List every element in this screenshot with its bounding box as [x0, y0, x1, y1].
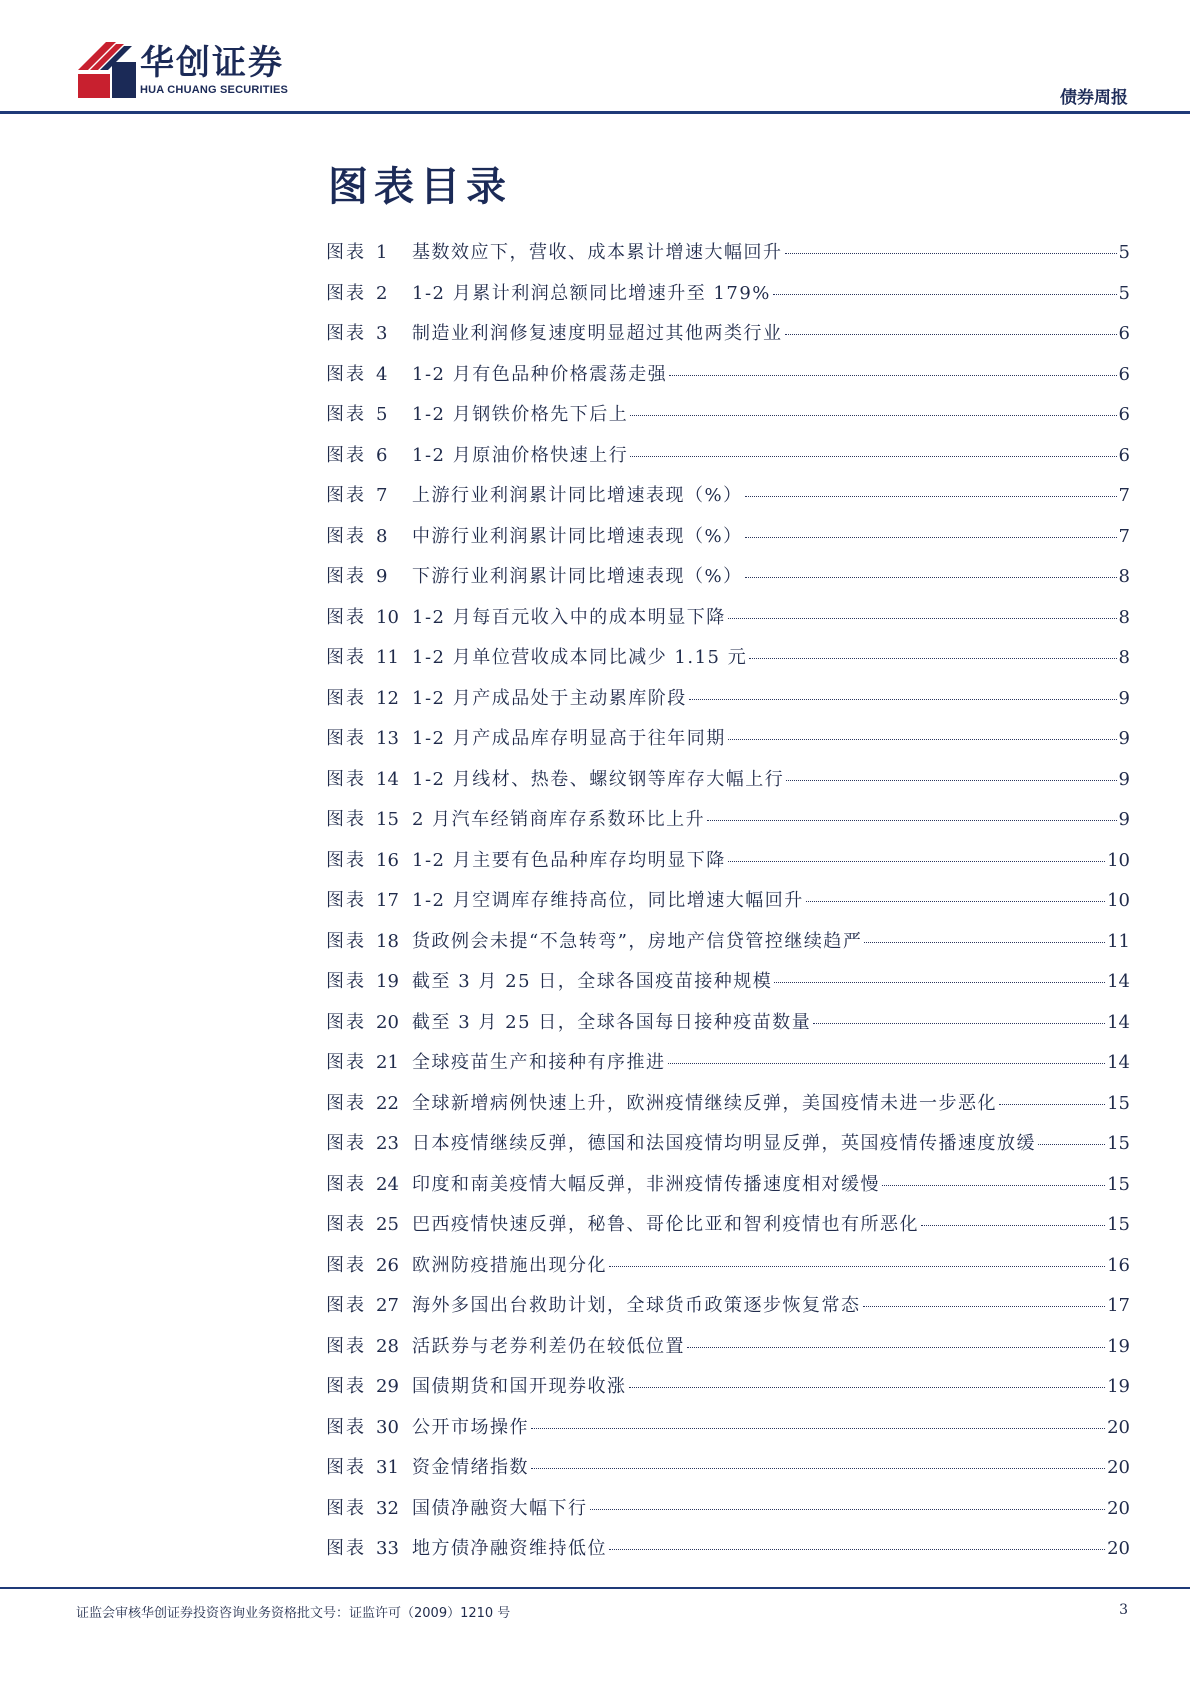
header-divider — [0, 111, 1190, 114]
toc-leader-dots — [813, 1023, 1105, 1024]
toc-entry[interactable] — [326, 805, 1130, 846]
brand-name-en: HUA CHUANG SECURITIES — [140, 84, 289, 96]
toc-entry-page: 14 — [1107, 971, 1130, 992]
toc-entry[interactable] — [326, 643, 1130, 684]
toc-entry[interactable] — [326, 1251, 1130, 1292]
toc-entry[interactable] — [326, 724, 1130, 765]
toc-entry-page: 11 — [1107, 930, 1130, 952]
toc-leader-dots — [749, 658, 1116, 659]
toc-entry-page: 16 — [1107, 1254, 1130, 1276]
toc-entry-label: 图表 — [326, 606, 366, 628]
toc-entry-label: 图表 — [326, 1092, 366, 1114]
toc-entry-title: 全球疫苗生产和接种有序推进 — [412, 1052, 666, 1073]
toc-entry-title: 全球新增病例快速上升，欧洲疫情继续反弹，美国疫情未进一步恶化 — [412, 1092, 997, 1114]
toc-entry-label: 图表 — [326, 282, 366, 304]
toc-entry-label: 图表 — [326, 890, 366, 911]
toc-leader-dots — [669, 375, 1116, 376]
toc-entry-label: 图表 — [326, 485, 366, 506]
toc-entry-number: 28 — [376, 1335, 399, 1357]
toc-entry-number: 16 — [376, 849, 399, 871]
toc-entry-page: 14 — [1107, 1052, 1130, 1073]
toc-leader-dots — [999, 1104, 1105, 1105]
toc-entry-title: 1-2 月有色品种价格震荡走强 — [412, 363, 668, 385]
toc-entry[interactable] — [326, 967, 1130, 1008]
toc-entry-label: 图表 — [326, 242, 366, 263]
toc-entry[interactable] — [326, 886, 1130, 927]
toc-entry-number: 4 — [376, 363, 388, 385]
toc-entry-number: 7 — [376, 485, 388, 506]
toc-entry-label: 图表 — [326, 404, 366, 425]
toc-entry-title: 下游行业利润累计同比增速表现（%） — [412, 566, 743, 587]
toc-entry-label: 图表 — [326, 1133, 366, 1154]
toc-entry-title: 中游行业利润累计同比增速表现（%） — [412, 525, 743, 547]
toc-entry-page: 20 — [1107, 1538, 1130, 1559]
toc-entry[interactable] — [326, 400, 1130, 441]
toc-entry-title: 巴西疫情快速反弹，秘鲁、哥伦比亚和智利疫情也有所恶化 — [412, 1214, 919, 1235]
toc-leader-dots — [689, 699, 1117, 700]
toc-entry-page: 10 — [1107, 890, 1130, 911]
toc-entry-title: 1-2 月主要有色品种库存均明显下降 — [412, 849, 726, 871]
toc-entry-number: 24 — [376, 1173, 399, 1195]
toc-entry-number: 14 — [376, 768, 399, 790]
toc-entry-label: 图表 — [326, 1376, 366, 1397]
toc-entry-title: 1-2 月钢铁价格先下后上 — [412, 404, 629, 425]
toc-entry-title: 公开市场操作 — [412, 1416, 529, 1438]
toc-leader-dots — [773, 294, 1117, 295]
toc-entry-label: 图表 — [326, 1335, 366, 1357]
toc-leader-dots — [629, 1387, 1106, 1388]
toc-leader-dots — [921, 1225, 1105, 1226]
toc-entry-page: 17 — [1107, 1295, 1130, 1316]
toc-entry-title: 1-2 月线材、热卷、螺纹钢等库存大幅上行 — [412, 768, 785, 790]
toc-entry[interactable] — [326, 765, 1130, 806]
toc-entry-number: 18 — [376, 930, 399, 952]
toc-entry[interactable] — [326, 1008, 1130, 1049]
toc-entry[interactable] — [326, 360, 1130, 401]
toc-entry-page: 20 — [1107, 1497, 1130, 1519]
toc-entry-label: 图表 — [326, 1173, 366, 1195]
toc-entry-number: 21 — [376, 1052, 399, 1073]
toc-entry[interactable] — [326, 1372, 1130, 1413]
toc-entry-page: 8 — [1118, 606, 1130, 628]
toc-leader-dots — [863, 1306, 1106, 1307]
toc-entry-number: 25 — [376, 1214, 399, 1235]
toc-entry-page: 14 — [1107, 1011, 1130, 1033]
toc-entry-page: 6 — [1118, 363, 1130, 385]
toc-entry-label: 图表 — [326, 444, 366, 466]
toc-leader-dots — [728, 739, 1117, 740]
toc-leader-dots — [785, 334, 1117, 335]
toc-entry-label: 图表 — [326, 1416, 366, 1438]
toc-entry-label: 图表 — [326, 930, 366, 952]
toc-entry-title: 国债净融资大幅下行 — [412, 1497, 588, 1519]
toc-entry-page: 7 — [1118, 485, 1130, 506]
toc-entry-number: 17 — [376, 890, 399, 911]
toc-entry-label: 图表 — [326, 1254, 366, 1276]
toc-entry-label: 图表 — [326, 566, 366, 587]
toc-entry-title: 1-2 月累计利润总额同比增速升至 179% — [412, 282, 771, 304]
toc-entry-page: 5 — [1118, 242, 1130, 263]
toc-entry-number: 23 — [376, 1133, 399, 1154]
toc-entry-label: 图表 — [326, 728, 366, 749]
toc-entry-number: 1 — [376, 242, 388, 263]
toc-entry-page: 19 — [1107, 1376, 1130, 1397]
toc-entry-number: 12 — [376, 687, 399, 709]
toc-entry-number: 11 — [376, 647, 399, 668]
toc-leader-dots — [609, 1549, 1105, 1550]
toc-leader-dots — [728, 618, 1117, 619]
toc-entry-page: 8 — [1118, 647, 1130, 668]
toc-entry-label: 图表 — [326, 971, 366, 992]
toc-entry[interactable] — [326, 927, 1130, 968]
toc-entry-label: 图表 — [326, 1214, 366, 1235]
toc-entry-label: 图表 — [326, 1052, 366, 1073]
toc-entry-title: 地方债净融资维持低位 — [412, 1538, 607, 1559]
toc-entry-title: 印度和南美疫情大幅反弹，非洲疫情传播速度相对缓慢 — [412, 1173, 880, 1195]
toc-entry-label: 图表 — [326, 1457, 366, 1478]
toc-entry-number: 32 — [376, 1497, 399, 1519]
toc-entry-page: 19 — [1107, 1335, 1130, 1357]
toc-leader-dots — [630, 415, 1116, 416]
toc-entry-page: 6 — [1118, 323, 1130, 344]
toc-entry-page: 20 — [1107, 1457, 1130, 1478]
toc-leader-dots — [630, 456, 1116, 457]
toc-entry-page: 15 — [1107, 1214, 1130, 1235]
toc-entry-label: 图表 — [326, 1497, 366, 1519]
toc-entry-number: 30 — [376, 1416, 399, 1438]
toc-entry-label: 图表 — [326, 809, 366, 830]
toc-leader-dots — [590, 1509, 1106, 1510]
toc-entry-label: 图表 — [326, 525, 366, 547]
toc-entry-title: 货政例会未提“不急转弯”，房地产信贷管控继续趋严 — [412, 930, 863, 952]
toc-entry-page: 8 — [1118, 566, 1130, 587]
huachuang-logo-icon — [76, 40, 138, 98]
toc-entry[interactable] — [326, 279, 1130, 320]
toc-leader-dots — [728, 861, 1105, 862]
toc-entry-number: 22 — [376, 1092, 399, 1114]
toc-entry[interactable] — [326, 1453, 1130, 1494]
toc-entry[interactable] — [326, 1170, 1130, 1211]
toc-entry-title: 截至 3 月 25 日，全球各国疫苗接种规模 — [412, 971, 773, 992]
toc-leader-dots — [687, 1347, 1105, 1348]
toc-entry[interactable] — [326, 238, 1130, 279]
toc-leader-dots — [1038, 1144, 1105, 1145]
toc-entry-title: 基数效应下，营收、成本累计增速大幅回升 — [412, 242, 783, 263]
toc-entry-number: 3 — [376, 323, 388, 344]
toc-entry[interactable] — [326, 1129, 1130, 1170]
footer-license: 证监会审核华创证券投资咨询业务资格批文号：证监许可（2009）1210 号 — [76, 1606, 511, 1621]
toc-leader-dots — [786, 780, 1116, 781]
toc-entry-title: 2 月汽车经销商库存系数环比上升 — [412, 809, 706, 830]
toc-entry[interactable] — [326, 1332, 1130, 1373]
toc-entry-label: 图表 — [326, 687, 366, 709]
toc-entry-label: 图表 — [326, 323, 366, 344]
toc-entry-page: 6 — [1118, 404, 1130, 425]
toc-entry[interactable] — [326, 1291, 1130, 1332]
toc-leader-dots — [745, 537, 1117, 538]
brand-name-cn: 华创证券 — [140, 43, 284, 83]
toc-entry[interactable] — [326, 441, 1130, 482]
toc-entry-label: 图表 — [326, 647, 366, 668]
toc-entry-label: 图表 — [326, 1538, 366, 1559]
toc-entry-page: 9 — [1118, 768, 1130, 790]
toc-entry-title: 上游行业利润累计同比增速表现（%） — [412, 485, 743, 506]
toc-leader-dots — [609, 1266, 1105, 1267]
toc-leader-dots — [774, 982, 1105, 983]
toc-entry-number: 26 — [376, 1254, 399, 1276]
toc-entry-page: 15 — [1107, 1173, 1130, 1195]
toc-entry-number: 15 — [376, 809, 399, 830]
toc-entry-title: 国债期货和国开现券收涨 — [412, 1376, 627, 1397]
toc-title: 图表目录 — [328, 164, 512, 210]
toc-entry-page: 15 — [1107, 1092, 1130, 1114]
toc-entry-page: 10 — [1107, 849, 1130, 871]
toc-entry-page: 9 — [1118, 687, 1130, 709]
toc-entry-title: 1-2 月产成品处于主动累库阶段 — [412, 687, 687, 709]
toc-leader-dots — [531, 1428, 1105, 1429]
toc-entry[interactable] — [326, 1048, 1130, 1089]
toc-leader-dots — [806, 901, 1105, 902]
toc-leader-dots — [668, 1063, 1106, 1064]
toc-entry[interactable] — [326, 846, 1130, 887]
toc-entry-page: 7 — [1118, 525, 1130, 547]
toc-leader-dots — [745, 496, 1117, 497]
toc-entry-label: 图表 — [326, 1011, 366, 1033]
toc-leader-dots — [864, 942, 1105, 943]
toc-entry-page: 6 — [1118, 444, 1130, 466]
toc-entry-label: 图表 — [326, 768, 366, 790]
page-header — [0, 0, 1190, 116]
toc-entry-number: 27 — [376, 1295, 399, 1316]
toc-entry-number: 20 — [376, 1011, 399, 1033]
footer-page-number: 3 — [1119, 1602, 1128, 1618]
toc-entry-title: 1-2 月单位营收成本同比减少 1.15 元 — [412, 647, 748, 668]
toc-entry[interactable] — [326, 1210, 1130, 1251]
toc-entry-label: 图表 — [326, 1295, 366, 1316]
toc-entry-title: 活跃券与老券利差仍在较低位置 — [412, 1335, 685, 1357]
toc-entry-title: 截至 3 月 25 日，全球各国每日接种疫苗数量 — [412, 1011, 812, 1033]
toc-entry-number: 2 — [376, 282, 388, 304]
toc-entry-page: 15 — [1107, 1133, 1130, 1154]
toc-entry-label: 图表 — [326, 849, 366, 871]
toc-entry-number: 9 — [376, 566, 388, 587]
toc-entry[interactable] — [326, 1089, 1130, 1130]
toc-entry-title: 1-2 月空调库存维持高位，同比增速大幅回升 — [412, 890, 804, 911]
toc-entry[interactable] — [326, 1534, 1130, 1575]
toc-entry-title: 资金情绪指数 — [412, 1457, 529, 1478]
toc-entry[interactable] — [326, 603, 1130, 644]
toc-entry-number: 10 — [376, 606, 399, 628]
toc-leader-dots — [707, 820, 1116, 821]
toc-entry-page: 5 — [1118, 282, 1130, 304]
toc-leader-dots — [745, 577, 1117, 578]
toc-leader-dots — [785, 253, 1117, 254]
toc-entry-title: 欧洲防疫措施出现分化 — [412, 1254, 607, 1276]
toc-entry-number: 13 — [376, 728, 399, 749]
toc-entry-number: 29 — [376, 1376, 399, 1397]
toc-entry-title: 1-2 月原油价格快速上行 — [412, 444, 629, 466]
toc-entry-number: 8 — [376, 525, 388, 547]
toc-entry-page: 9 — [1118, 809, 1130, 830]
toc-entry[interactable] — [326, 1413, 1130, 1454]
toc-entry[interactable] — [326, 684, 1130, 725]
toc-entry-title: 1-2 月产成品库存明显高于往年同期 — [412, 728, 726, 749]
toc-entry-number: 6 — [376, 444, 388, 466]
toc-leader-dots — [882, 1185, 1105, 1186]
toc-entry-number: 19 — [376, 971, 399, 992]
toc-entry-title: 1-2 月每百元收入中的成本明显下降 — [412, 606, 726, 628]
toc-entry-title: 制造业利润修复速度明显超过其他两类行业 — [412, 323, 783, 344]
toc-entry-number: 31 — [376, 1457, 399, 1478]
toc-entry[interactable] — [326, 481, 1130, 522]
toc-entry[interactable] — [326, 522, 1130, 563]
toc-entry-page: 20 — [1107, 1416, 1130, 1438]
toc-entry-title: 海外多国出台救助计划，全球货币政策逐步恢复常态 — [412, 1295, 861, 1316]
toc-entry[interactable] — [326, 1494, 1130, 1535]
toc-entry-number: 5 — [376, 404, 388, 425]
report-type: 债券周报 — [1060, 88, 1128, 108]
toc-entry[interactable] — [326, 319, 1130, 360]
toc-entry[interactable] — [326, 562, 1130, 603]
footer-divider — [0, 1587, 1190, 1589]
toc-leader-dots — [531, 1468, 1105, 1469]
toc-entry-number: 33 — [376, 1538, 399, 1559]
toc-entry-title: 日本疫情继续反弹，德国和法国疫情均明显反弹，英国疫情传播速度放缓 — [412, 1133, 1036, 1154]
toc-entry-label: 图表 — [326, 363, 366, 385]
toc-entry-page: 9 — [1118, 728, 1130, 749]
toc-list — [326, 238, 1130, 1575]
